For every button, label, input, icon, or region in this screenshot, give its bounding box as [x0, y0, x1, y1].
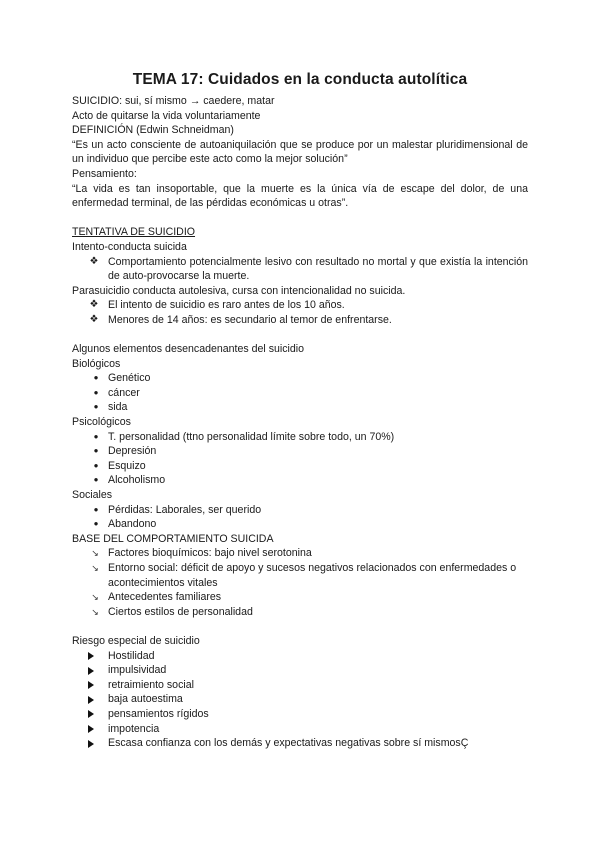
arrowhead-bullet-icon — [88, 652, 94, 660]
arrow-bullet-icon: ↘ — [91, 563, 99, 573]
base-heading: BASE DEL COMPORTAMIENTO SUICIDA — [72, 532, 274, 545]
arrow-bullet-icon: ↘ — [91, 548, 99, 559]
list-item: Escasa confianza con los demás y expectativas negativas sobre sí mismosÇ — [72, 736, 528, 751]
dot-bullet-icon: ● — [93, 387, 99, 397]
suicidio-etymology: SUICIDIO: sui, sí mismo → caedere, matar — [72, 95, 275, 107]
base-list — [72, 546, 528, 619]
suicidio-definition-short: Acto de quitarse la vida voluntariamente — [72, 109, 261, 122]
sociales-list — [72, 503, 528, 532]
list-item: impulsividad — [72, 663, 528, 678]
arrowhead-bullet-icon — [88, 725, 94, 733]
dot-bullet-icon: ● — [93, 446, 99, 456]
list-item: ● Esquizo — [72, 459, 528, 474]
arrowhead-bullet-icon — [88, 681, 94, 689]
list-item: retraimiento social — [72, 678, 528, 693]
diamond-bullet-icon: ❖ — [89, 255, 99, 267]
biologicos-label: Biológicos — [72, 357, 121, 370]
list-item: ● Genético — [72, 371, 528, 386]
spacer — [72, 619, 528, 634]
list-item: ↘ Entorno social: déficit de apoyo y sucesos negativos relacionados con enfermedades o acontecimientos vitales — [72, 561, 528, 590]
biologicos-list — [72, 371, 528, 415]
dot-bullet-icon: ● — [93, 504, 99, 514]
list-item: ❖ El intento de suicidio es raro antes de los 10 años. — [72, 298, 528, 313]
arrowhead-bullet-icon — [88, 740, 94, 748]
list-item: baja autoestima — [72, 692, 528, 707]
desencadenantes-heading: Algunos elementos desencadenantes del suicidio — [72, 343, 305, 356]
dot-bullet-icon: ● — [93, 431, 99, 441]
list-item: ● cáncer — [72, 386, 528, 401]
spacer — [72, 211, 528, 226]
list-item: impotencia — [72, 722, 528, 737]
arrow-bullet-icon: ↘ — [91, 592, 99, 603]
riesgo-heading: Riesgo especial de suicidio — [72, 634, 200, 647]
list-item: ● T. personalidad (ttno personalidad límite sobre todo, un 70%) — [72, 430, 528, 445]
pensamiento-quote: “La vida es tan insoportable, que la muerte es la única vía de escape del dolor, de una enfermedad terminal, de las pérdidas económicas u otras”. — [72, 182, 528, 210]
list-item: ● Depresión — [72, 444, 528, 459]
dot-bullet-icon: ● — [93, 519, 99, 529]
spacer — [72, 328, 528, 343]
list-item: pensamientos rígidos — [72, 707, 528, 722]
list-item: ● Pérdidas: Laborales, ser querido — [72, 503, 528, 518]
arrowhead-bullet-icon — [88, 696, 94, 704]
dot-bullet-icon: ● — [93, 475, 99, 485]
diamond-bullet-icon: ❖ — [89, 299, 99, 311]
arrowhead-bullet-icon — [88, 667, 94, 675]
psicologicos-label: Psicológicos — [72, 416, 131, 429]
list-item: ❖ Menores de 14 años: es secundario al temor de enfrentarse. — [72, 313, 528, 328]
intento-list — [72, 255, 528, 284]
arrow-bullet-icon: ↘ — [91, 606, 99, 617]
dot-bullet-icon: ● — [93, 373, 99, 383]
page-title: TEMA 17: Cuidados en la conducta autolítica — [132, 71, 468, 88]
list-item: ❖ Comportamiento potencialmente lesivo con resultado no mortal y que existía la intención de auto-provocarse la muerte. — [72, 255, 528, 284]
psicologicos-list — [72, 430, 528, 488]
intento-label: Intento-conducta suicida — [72, 240, 187, 253]
arrowhead-bullet-icon — [88, 710, 94, 718]
parasuicidio-list — [72, 298, 528, 327]
pensamiento-heading: Pensamiento: — [72, 167, 137, 180]
list-item: ↘ Antecedentes familiares — [72, 590, 528, 605]
list-item: ● Abandono — [72, 517, 528, 532]
tentativa-heading: TENTATIVA DE SUICIDIO — [72, 226, 196, 239]
parasuicidio-label: Parasuicidio conducta autolesiva, cursa con intencionalidad no suicida. — [72, 284, 406, 297]
riesgo-list — [72, 649, 528, 751]
definicion-quote: “Es un acto consciente de autoaniquilación que se produce por un malestar pluridimensional de un individuo que percibe este acto como la mejor solución” — [72, 138, 528, 166]
dot-bullet-icon: ● — [93, 402, 99, 412]
list-item: ↘ Ciertos estilos de personalidad — [72, 605, 528, 620]
sociales-label: Sociales — [72, 489, 113, 502]
dot-bullet-icon: ● — [93, 460, 99, 470]
list-item: ● Alcoholismo — [72, 473, 528, 488]
diamond-bullet-icon: ❖ — [89, 313, 99, 325]
list-item: Hostilidad — [72, 649, 528, 664]
definicion-heading: DEFINICIÓN (Edwin Schneidman) — [72, 124, 234, 137]
list-item: ↘ Factores bioquímicos: bajo nivel serotonina — [72, 546, 528, 561]
list-item: ● sida — [72, 400, 528, 415]
